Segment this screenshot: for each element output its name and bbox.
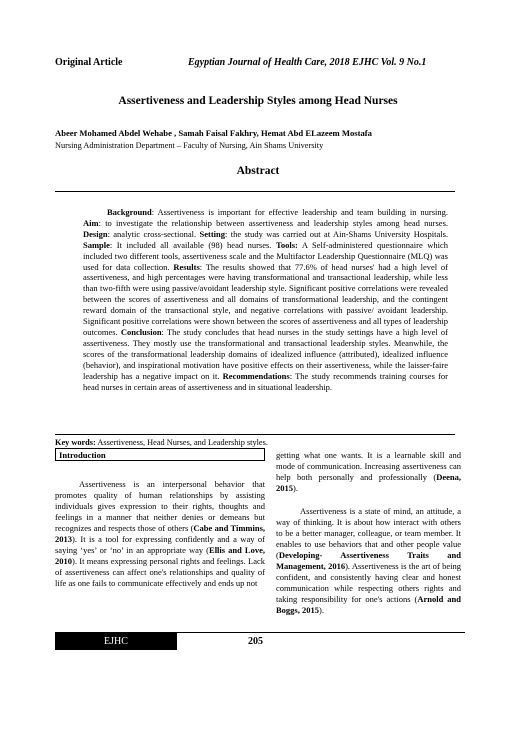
- conclusion-text: : The study concludes that head nurses in the study settings have a high level of assertiveness. They mostly use the transformational and transactional leadership styles. Meanwhile, the scores of the transformational leadership domains of idealized influence (attributed), idealized influence (behavior), and inspirational motivation have positive effects on their assertiveness, while the laisser-faire leadership has a negative impact on it.: [83, 326, 448, 381]
- design-text: : analytic cross-sectional.: [107, 228, 200, 239]
- results-text: : The results showed that 77.6% of head nurses' had a high level of assertiveness, and high percentages were having transformational and transactional leadership, while less than two-fifth were using passive/avoidant leadership style. Significant positive correlations were revealed between the scores of assertiveness and all domains of transformational leadership, and the contingent reward domain of the transactional style, and negative correlations with passive/ avoidant leadership. Significant positive correlations were shown between the scores of assertiveness and all types of leadership outcomes.: [83, 261, 448, 337]
- recommendations-text: : The study recommends training courses for head nurses in certain areas of assertiveness and in situational leadership.: [83, 370, 448, 392]
- keywords-label: Key words:: [55, 438, 96, 447]
- keywords-line: [55, 438, 455, 447]
- page-number: 205: [248, 636, 263, 647]
- setting-label: Setting: [199, 228, 226, 239]
- paper-title: Assertiveness and Leadership Styles among Head Nurses: [118, 95, 398, 107]
- running-header: [55, 57, 465, 71]
- intro-text: ). It means expressing personal rights and feelings. Lack of assertiveness can affect one's relationships and quality of life as one fails to communicate effectively and ends up not: [55, 556, 265, 588]
- intro-text: Assertiveness is an interpersonal behavior that promotes quality of human relationships by assisting individuals gives expression to their rights, thoughts and feelings in a manner that neither denies or demeans but recognizes and respects those of others (: [55, 479, 265, 533]
- aim-label: Aim: [83, 217, 99, 228]
- intro-paragraph: [276, 506, 461, 616]
- sample-text: : It included all available (98) head nurses.: [109, 239, 276, 250]
- background-label: Background: [107, 207, 152, 217]
- intro-text: ).: [318, 605, 324, 615]
- tools-text: A Self-administered questionnaire which included two different tools, assertiveness scale and the Multifactor Leadership Questionnaire (MLQ) was used for data collection.: [83, 239, 448, 272]
- intro-text: ). Assertiveness is the art of being confident, and consistently having clear and honest communication while respecting others rights and taking responsibility for one's actions (: [276, 561, 461, 604]
- keywords-top-rule: [55, 434, 455, 435]
- aim-text: : to investigate the relationship between assertiveness and leadership styles among head nurses.: [98, 217, 448, 228]
- intro-text: getting what one wants. It is a learnable skill and mode of communication. Increasing assertiveness can help both personally and professionally (: [276, 450, 461, 482]
- left-column: [55, 479, 265, 589]
- citation: Deena, 2015: [276, 472, 461, 493]
- citation: Cabe and Timmins, 2013: [55, 523, 265, 544]
- background-text: : Assertiveness is important for effective leadership and team building in nursing.: [151, 207, 448, 217]
- intro-paragraph-continued: [276, 450, 461, 494]
- footer-journal-abbrev: EJHC: [55, 633, 177, 650]
- article-type: Original Article: [55, 57, 123, 68]
- author-list: Abeer Mohamed Abdel Wehabe , Samah Faisal Fakhry, Hemat Abd ELazeem Mostafa: [55, 128, 372, 138]
- keywords-text: Assertiveness, Head Nurses, and Leadership styles.: [95, 438, 268, 447]
- setting-text: : the study was carried out at Ain-Shams University Hospitals.: [225, 228, 449, 239]
- sample-label: Sample: [83, 239, 110, 250]
- abstract-body: [83, 207, 448, 392]
- abstract-top-rule: [55, 191, 455, 192]
- abstract-heading: Abstract: [236, 165, 280, 177]
- journal-citation: Egyptian Journal of Health Care, 2018 EJHC Vol. 9 No.1: [188, 57, 427, 68]
- intro-text: Assertiveness is a state of mind, an attitude, a way of thinking. It is about how interact with others to be a better manager, colleague, or team member. It enables to use behaviors that and other people value (: [276, 506, 461, 560]
- abstract-paragraph: [83, 207, 448, 392]
- tools-label: Tools:: [275, 239, 298, 250]
- introduction-heading: Introduction: [55, 448, 265, 461]
- citation: Ellis and Love, 2010: [55, 545, 265, 566]
- citation: Arnold and Boggs, 2015: [276, 594, 462, 615]
- right-column: [276, 450, 461, 616]
- results-label: Results: [173, 261, 200, 272]
- intro-paragraph: [55, 479, 265, 589]
- design-label: Design: [83, 228, 108, 239]
- conclusion-label: Conclusion: [120, 326, 162, 337]
- intro-text: ).: [293, 483, 298, 493]
- recommendations-label: Recommendations: [222, 370, 290, 381]
- author-affiliation: Nursing Administration Department – Faculty of Nursing, Ain Shams University: [55, 141, 324, 150]
- citation: Developing- Assertiveness Traits and Management, 2016: [276, 550, 461, 571]
- intro-text: ). It is a tool for expressing confidently and a way of saying ‘yes’ or ‘no’ in an appropriate way (: [55, 534, 265, 555]
